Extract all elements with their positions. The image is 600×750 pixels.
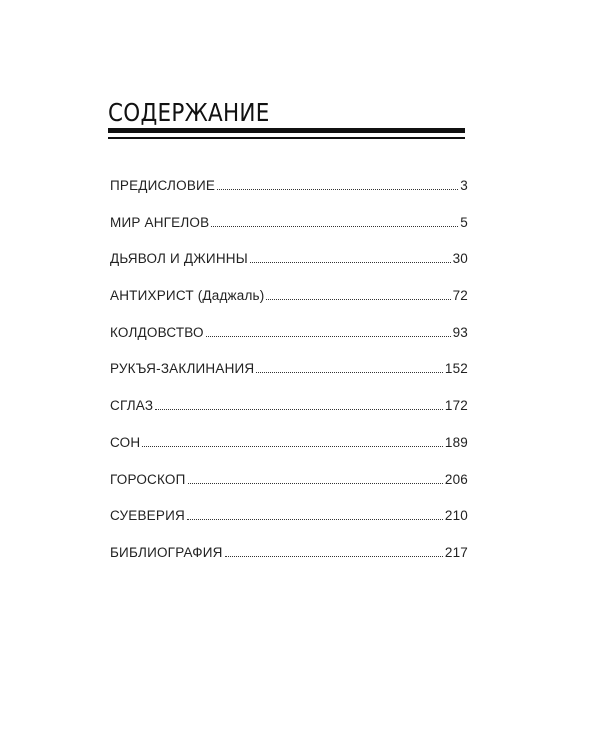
toc-entry-page: 5 (460, 214, 468, 230)
toc-entry-label: МИР АНГЕЛОВ (110, 214, 210, 230)
toc-entry-label: СОН (110, 434, 141, 450)
toc-entry (110, 251, 468, 288)
toc-entry-label: ПРЕДИСЛОВИЕ (110, 178, 216, 193)
title-rule-thin (108, 137, 465, 139)
toc-entry-page: 3 (460, 178, 468, 193)
toc-entry-label: КОЛДОВСТВО (110, 324, 204, 340)
toc-entry-page: 217 (444, 544, 468, 560)
dot-leader (256, 372, 443, 373)
toc-entry-page: 93 (452, 324, 468, 340)
toc-entry-label: ДЬЯВОЛ И ДЖИННЫ (110, 251, 248, 267)
page-title: СОДЕРЖАНИЕ (108, 98, 270, 127)
dot-leader (225, 556, 443, 557)
dot-leader (142, 446, 443, 447)
dot-leader (188, 483, 443, 484)
toc-entry-page: 210 (444, 508, 468, 524)
toc-entry-page: 152 (444, 361, 468, 377)
dot-leader (206, 336, 451, 337)
toc-entry (110, 325, 468, 362)
dot-leader (155, 409, 443, 410)
toc-entry-label: ГОРОСКОП (110, 471, 186, 487)
toc-entry (110, 361, 468, 398)
toc-entry-page: 189 (444, 434, 468, 450)
toc-entry (110, 288, 468, 325)
toc-entry (110, 215, 468, 252)
toc-entry-page: 206 (444, 471, 468, 487)
toc-entry-label: АНТИХРИСТ (Даджаль) (110, 288, 265, 304)
table-of-contents (110, 178, 468, 582)
toc-entry (110, 178, 468, 215)
toc-entry-page: 172 (444, 398, 468, 414)
toc-entry (110, 398, 468, 435)
toc-entry-page: 72 (452, 288, 468, 304)
dot-leader (266, 299, 450, 300)
title-rule-thick (108, 128, 465, 133)
dot-leader (211, 226, 458, 227)
toc-entry-label: РУКЪЯ-ЗАКЛИНАНИЯ (110, 361, 255, 377)
dot-leader (217, 189, 458, 190)
toc-entry-label: СГЛАЗ (110, 398, 154, 414)
toc-entry (110, 472, 468, 509)
toc-entry-label: БИБЛИОГРАФИЯ (110, 544, 223, 560)
toc-entry-label: СУЕВЕРИЯ (110, 508, 185, 524)
toc-entry (110, 508, 468, 545)
dot-leader (250, 262, 451, 263)
dot-leader (187, 519, 443, 520)
toc-entry-page: 30 (452, 251, 468, 267)
toc-entry (110, 435, 468, 472)
toc-entry (110, 545, 468, 582)
